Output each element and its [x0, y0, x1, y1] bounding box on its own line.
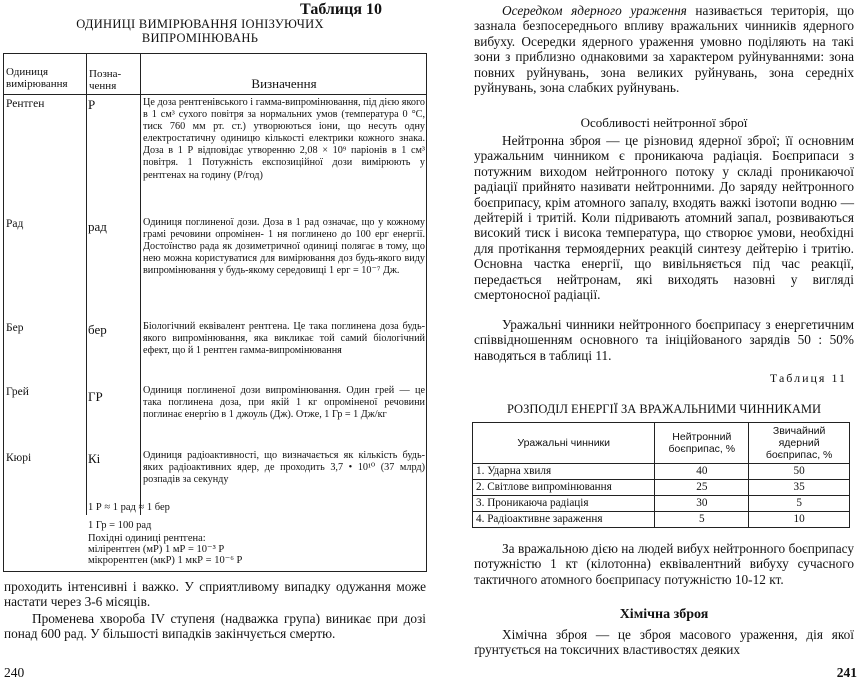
table-header-row [473, 423, 850, 464]
factor-cell: 2. Світлове випромінювання [473, 480, 655, 496]
header-definition: Визначення [251, 76, 317, 91]
unit-name: Бер [6, 322, 24, 334]
paragraph: Променева хвороба IV ступеня (надважка група) виникає при дозі понад 600 рад. У більшості випадків закінчується смертю. [4, 611, 426, 642]
table-10-number: Таблиця 10 [300, 1, 382, 18]
header-cell: Уражальні чинники [473, 423, 655, 464]
unit-definition: Одиниця радіоактивності, що визначається як кількість будь-яких радіоактивних ядер, де проходить 3,7 • 10¹⁰ (37 млрд) розпадів за секунду [143, 450, 425, 486]
unit-name: Рад [6, 218, 24, 230]
unit-symbol: Р [88, 97, 96, 112]
table-divider [140, 54, 141, 515]
paragraph-text: називається територія, що зазнала безпосереднього впливу вражальних чинників ядерного вибуху. Осередки ядерного ураження умовно поділяють на такі зони з приблизно однаковими за характером руйнуваннями: зона повних руйнувань, зона великих руйнувань, зона середніх руйнувань, зона слабких руйнувань. [474, 3, 854, 96]
footnote-line: 1 Р ≈ 1 рад ≈ 1 бер [88, 502, 170, 513]
value-cell: 40 [655, 464, 749, 480]
value-cell: 10 [749, 512, 850, 528]
paragraph [474, 3, 854, 95]
unit-definition: Одиниця поглиненої дози. Доза в 1 рад означає, що у кожному грамі речовини опромінен- 1 ня поглинено до 100 ерг енергії. Достоїнство рада як дозиметричної одиниці полягає в тому, що нею можна користуватися для вимірювання доз будь-якого виду випромінювання у будь-якому середовищі 1 ерг = 10⁻⁷ Дж. [143, 217, 425, 277]
left-page [0, 0, 428, 685]
table-11-title: РОЗПОДІЛ ЕНЕРГІЇ ЗА ВРАЖАЛЬНИМИ ЧИННИКАМИ [506, 402, 822, 416]
table-divider [86, 54, 87, 515]
section-heading: Хімічна зброя [619, 607, 709, 622]
unit-definition: Одиниця поглиненої дози випромінювання. Один грей — це така поглинена доза, при якій 1 кг опроміненої речовини поглинає енергію в 1 джоуль (Дж). Отже, 1 Гр = 1 Дж/кг [143, 385, 425, 421]
header-cell: Нейтронний боєприпас, % [655, 423, 749, 464]
value-cell: 25 [655, 480, 749, 496]
footnote-line: Похідні одиниці рентгена: [88, 533, 206, 544]
header-unit: Одиниця вимірювання [6, 66, 68, 90]
table-10-title: ОДИНИЦІ ВИМІРЮВАННЯ ІОНІЗУЮЧИХ ВИПРОМІНЮВАНЬ [76, 17, 324, 45]
header-symbol: Позна-чення [89, 68, 122, 92]
paragraph: Хімічна зброя — це зброя масового ураження, дія якої ґрунтується на токсичних властивостях деяких [474, 627, 854, 658]
unit-definition: Це доза рентгенівського і гамма-випромінювання, під дією якого в 1 см³ сухого повітря за нормальних умов (температура 0 °С, тиск 760 мм рт. ст.) утворюються іони, що несуть одну електростатичну одиницю кількості електрики кожного знака. Доза в 1 Р відповідає утворенню 2,08 × 10⁹ паріонів в 1 см³ повітря. 1 Потужність експозиційної дози вимірюють у рентгенах на годину (Р/год) [143, 97, 425, 181]
table-row [473, 464, 850, 480]
factor-cell: 3. Проникаюча радіація [473, 496, 655, 512]
unit-symbol: бер [88, 322, 107, 337]
unit-symbol: Кі [88, 451, 101, 466]
unit-definition: Біологічний еквівалент рентгена. Це така поглинена доза будь-якого випромінювання, яка викликає той самий біологічний ефект, що й 1 рентген гамма-випромінювання [143, 321, 425, 357]
unit-name: Кюрі [6, 452, 32, 464]
unit-name: Грей [6, 386, 29, 398]
paragraph: За вражальною дією на людей вибух нейтронного боєприпасу потужністю 1 кт (кілотонна) еквівалентний вибуху сучасного тактичного атомного боєприпасу потужністю 10-12 кт. [474, 541, 854, 587]
page-number: 241 [836, 665, 857, 680]
paragraph: проходить інтенсивні і важко. У сприятливому випадку одужання може настати через 3-6 місяців. [4, 579, 426, 610]
footnote-line: мікрорентген (мкР) 1 мкР = 10⁻⁶ Р [88, 555, 243, 566]
energy-table [472, 422, 850, 528]
table-header-rule [4, 94, 426, 95]
footnote-line: мілірентген (мР) 1 мР = 10⁻³ Р [88, 544, 225, 555]
section-heading: Особливості нейтронної зброї [580, 115, 748, 130]
value-cell: 5 [655, 512, 749, 528]
footnote-line: 1 Гр = 100 рад [88, 520, 152, 531]
header-cell: Звичайний ядерний боєприпас, % [749, 423, 850, 464]
paragraph: Нейтронна зброя — це різновид ядерної зброї; її основним уражальним чинником є проникаюча радіація. Боєприпаси з потужним виходом нейтронного потоку у складі проникаючої радіації прийнято називати нейтронними. До заряду нейтронного боєприпасу, крім атомного запалу, входять важкі ізотопи водню — дейтерій і тритій. Коли підривають атомний запал, розвиваються високий тиск і висока температура, що створює умови, необхідні для протікання термоядерних реакцій синтезу дейтерію і тритію. Основна частка енергії, що вивільняється під час реакції, передається нейтронам, які виходять назовні у вигляді смертоносної радіації. [474, 133, 854, 303]
table-row [473, 480, 850, 496]
unit-symbol: ГР [88, 389, 103, 404]
table-row [473, 496, 850, 512]
factor-cell: 1. Ударна хвиля [473, 464, 655, 480]
value-cell: 30 [655, 496, 749, 512]
unit-symbol: рад [88, 219, 107, 234]
right-page [440, 0, 861, 685]
unit-name: Рентген [6, 98, 45, 110]
value-cell: 50 [749, 464, 850, 480]
table-row [473, 512, 850, 528]
paragraph: Уражальні чинники нейтронного боєприпасу з енергетичним співвідношенням основного та ініційованого зарядів 50 : 50% наводяться в таблиці 11. [474, 317, 854, 363]
page-number: 240 [4, 665, 25, 680]
factor-cell: 4. Радіоактивне зараження [473, 512, 655, 528]
units-table [3, 53, 427, 572]
value-cell: 5 [749, 496, 850, 512]
value-cell: 35 [749, 480, 850, 496]
term-emphasis: Осередком ядерного ураження [502, 3, 687, 18]
table-11-label: Таблиця 11 [769, 371, 847, 385]
